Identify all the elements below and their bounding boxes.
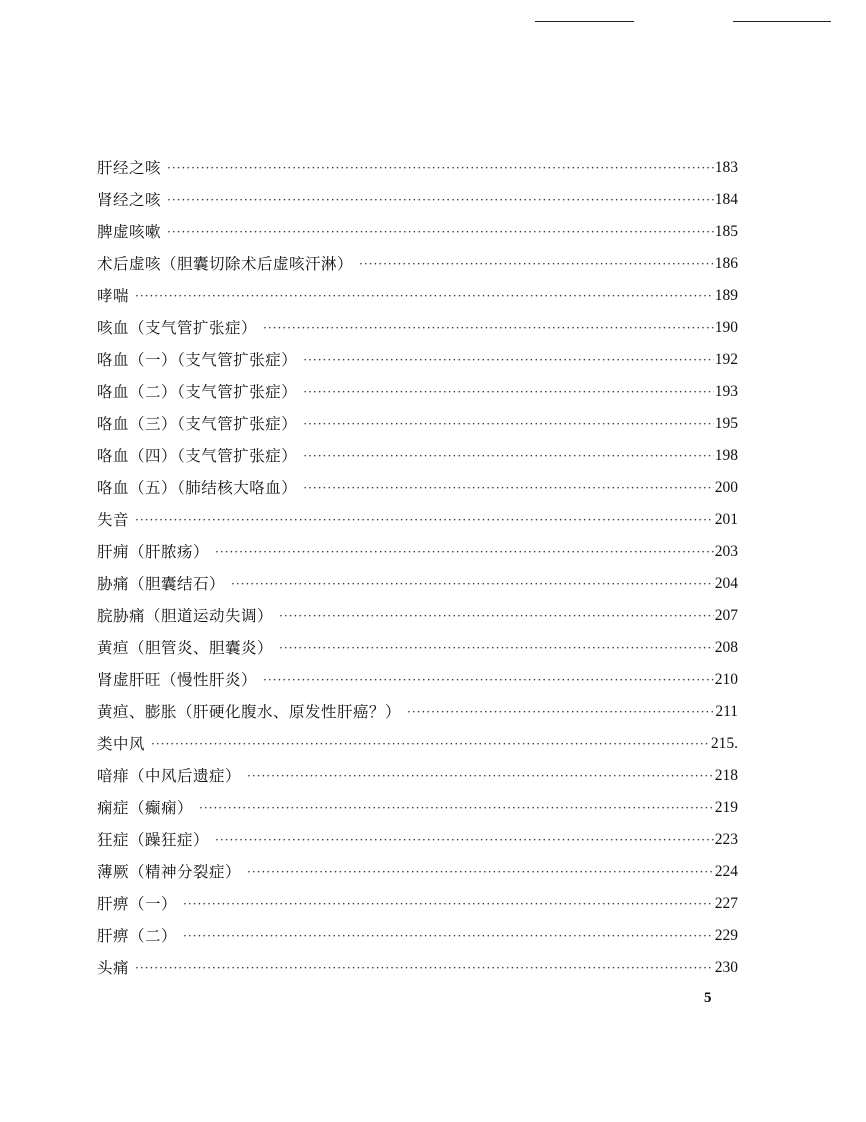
dot-leader <box>279 638 714 658</box>
dot-leader <box>231 574 714 594</box>
toc-entry-page: 183 <box>714 159 738 176</box>
toc-entry-title: 脾虚咳嗽 <box>97 223 162 241</box>
toc-entry-title: 咯血（二）（支气管扩张症） <box>97 383 298 401</box>
toc-entry-title: 类中风 <box>97 735 146 753</box>
toc-entry <box>97 626 738 658</box>
toc-entry <box>97 466 738 498</box>
toc-entry-title: 咳血（支气管扩张症） <box>97 319 258 337</box>
toc-entry-title: 失音 <box>97 511 130 529</box>
dot-leader <box>303 382 713 402</box>
toc-entry <box>97 498 738 530</box>
dot-leader <box>303 478 713 498</box>
toc-entry-title: 肝经之咳 <box>97 159 162 177</box>
toc-entry-page: 218 <box>714 767 738 784</box>
dot-leader <box>135 958 714 978</box>
dot-leader <box>303 350 713 370</box>
toc-entry <box>97 370 738 402</box>
dot-leader <box>247 766 714 786</box>
toc-entry-page: 207 <box>714 607 738 624</box>
toc-entry <box>97 530 738 562</box>
toc-entry-title: 痫症（癫痫） <box>97 799 194 817</box>
toc-entry-page: 201 <box>714 511 738 528</box>
toc-entry-page: 211 <box>715 703 738 720</box>
table-of-contents <box>97 146 738 978</box>
dot-leader <box>183 926 714 946</box>
dot-leader <box>199 798 714 818</box>
toc-entry <box>97 146 738 178</box>
dot-leader <box>359 254 714 274</box>
dot-leader <box>263 318 714 338</box>
toc-entry <box>97 306 738 338</box>
toc-entry-page: 198 <box>714 447 738 464</box>
toc-entry <box>97 946 738 978</box>
toc-entry <box>97 594 738 626</box>
toc-entry-page: 223 <box>714 831 738 848</box>
toc-entry-page: 215. <box>710 735 738 752</box>
toc-entry-title: 狂症（躁狂症） <box>97 831 210 849</box>
dot-leader <box>167 190 714 210</box>
page-number: 5 <box>704 990 712 1006</box>
toc-entry-page: 189 <box>714 287 738 304</box>
toc-entry-page: 195 <box>714 415 738 432</box>
toc-entry <box>97 242 738 274</box>
dot-leader <box>135 510 714 530</box>
dot-leader <box>279 606 714 626</box>
toc-entry-page: 227 <box>714 895 738 912</box>
toc-entry-page: 184 <box>714 191 738 208</box>
toc-entry-title: 哮喘 <box>97 287 130 305</box>
toc-entry-page: 186 <box>714 255 738 272</box>
dot-leader <box>167 222 714 242</box>
toc-entry <box>97 818 738 850</box>
dot-leader <box>151 734 710 754</box>
toc-entry-page: 190 <box>714 319 738 336</box>
toc-entry <box>97 882 738 914</box>
toc-entry-title: 肾虚肝旺（慢性肝炎） <box>97 671 258 689</box>
toc-entry <box>97 434 738 466</box>
toc-entry-title: 胁痛（胆囊结石） <box>97 575 226 593</box>
toc-entry-page: 230 <box>714 959 738 976</box>
toc-entry-title: 薄厥（精神分裂症） <box>97 863 242 881</box>
toc-entry-page: 193 <box>714 383 738 400</box>
toc-entry-title: 术后虚咳（胆囊切除术后虚咳汗淋） <box>97 255 354 273</box>
toc-entry-title: 喑痱（中风后遗症） <box>97 767 242 785</box>
toc-entry-title: 肾经之咳 <box>97 191 162 209</box>
toc-entry-title: 肝痈（肝脓疡） <box>97 543 210 561</box>
toc-entry-title: 肝痹（一） <box>97 895 178 913</box>
toc-entry-page: 192 <box>714 351 738 368</box>
toc-entry-title: 咯血（三）（支气管扩张症） <box>97 415 298 433</box>
toc-entry-page: 224 <box>714 863 738 880</box>
toc-entry-page: 204 <box>714 575 738 592</box>
toc-entry <box>97 562 738 594</box>
toc-entry <box>97 274 738 306</box>
toc-entry-page: 229 <box>714 927 738 944</box>
toc-entry-title: 肝痹（二） <box>97 927 178 945</box>
toc-entry-page: 219 <box>714 799 738 816</box>
toc-entry <box>97 338 738 370</box>
dot-leader <box>215 830 714 850</box>
header-rule-right <box>733 21 831 22</box>
toc-entry-title: 头痛 <box>97 959 130 977</box>
dot-leader <box>303 446 713 466</box>
toc-entry <box>97 914 738 946</box>
toc-entry-title: 黄疸、膨胀（肝硬化腹水、原发性肝癌？） <box>97 703 402 721</box>
dot-leader <box>407 702 714 722</box>
dot-leader <box>263 670 714 690</box>
toc-entry <box>97 210 738 242</box>
toc-entry <box>97 658 738 690</box>
dot-leader <box>183 894 714 914</box>
toc-entry-title: 咯血（五）（肺结核大咯血） <box>97 479 298 497</box>
toc-entry-title: 咯血（四）（支气管扩张症） <box>97 447 298 465</box>
toc-entry-page: 200 <box>714 479 738 496</box>
toc-entry-title: 脘胁痛（胆道运动失调） <box>97 607 274 625</box>
toc-entry-page: 203 <box>714 543 738 560</box>
header-rule-left <box>535 21 634 22</box>
dot-leader <box>303 414 713 434</box>
toc-entry <box>97 786 738 818</box>
toc-entry <box>97 690 738 722</box>
dot-leader <box>215 542 714 562</box>
dot-leader <box>247 862 714 882</box>
toc-entry-page: 185 <box>714 223 738 240</box>
toc-entry <box>97 754 738 786</box>
toc-entry <box>97 402 738 434</box>
dot-leader <box>167 158 714 178</box>
toc-entry-page: 210 <box>714 671 738 688</box>
toc-entry-title: 咯血（一）（支气管扩张症） <box>97 351 298 369</box>
toc-entry <box>97 722 738 754</box>
dot-leader <box>135 286 714 306</box>
toc-entry <box>97 178 738 210</box>
toc-entry-title: 黄疸（胆管炎、胆囊炎） <box>97 639 274 657</box>
toc-entry <box>97 850 738 882</box>
toc-entry-page: 208 <box>714 639 738 656</box>
